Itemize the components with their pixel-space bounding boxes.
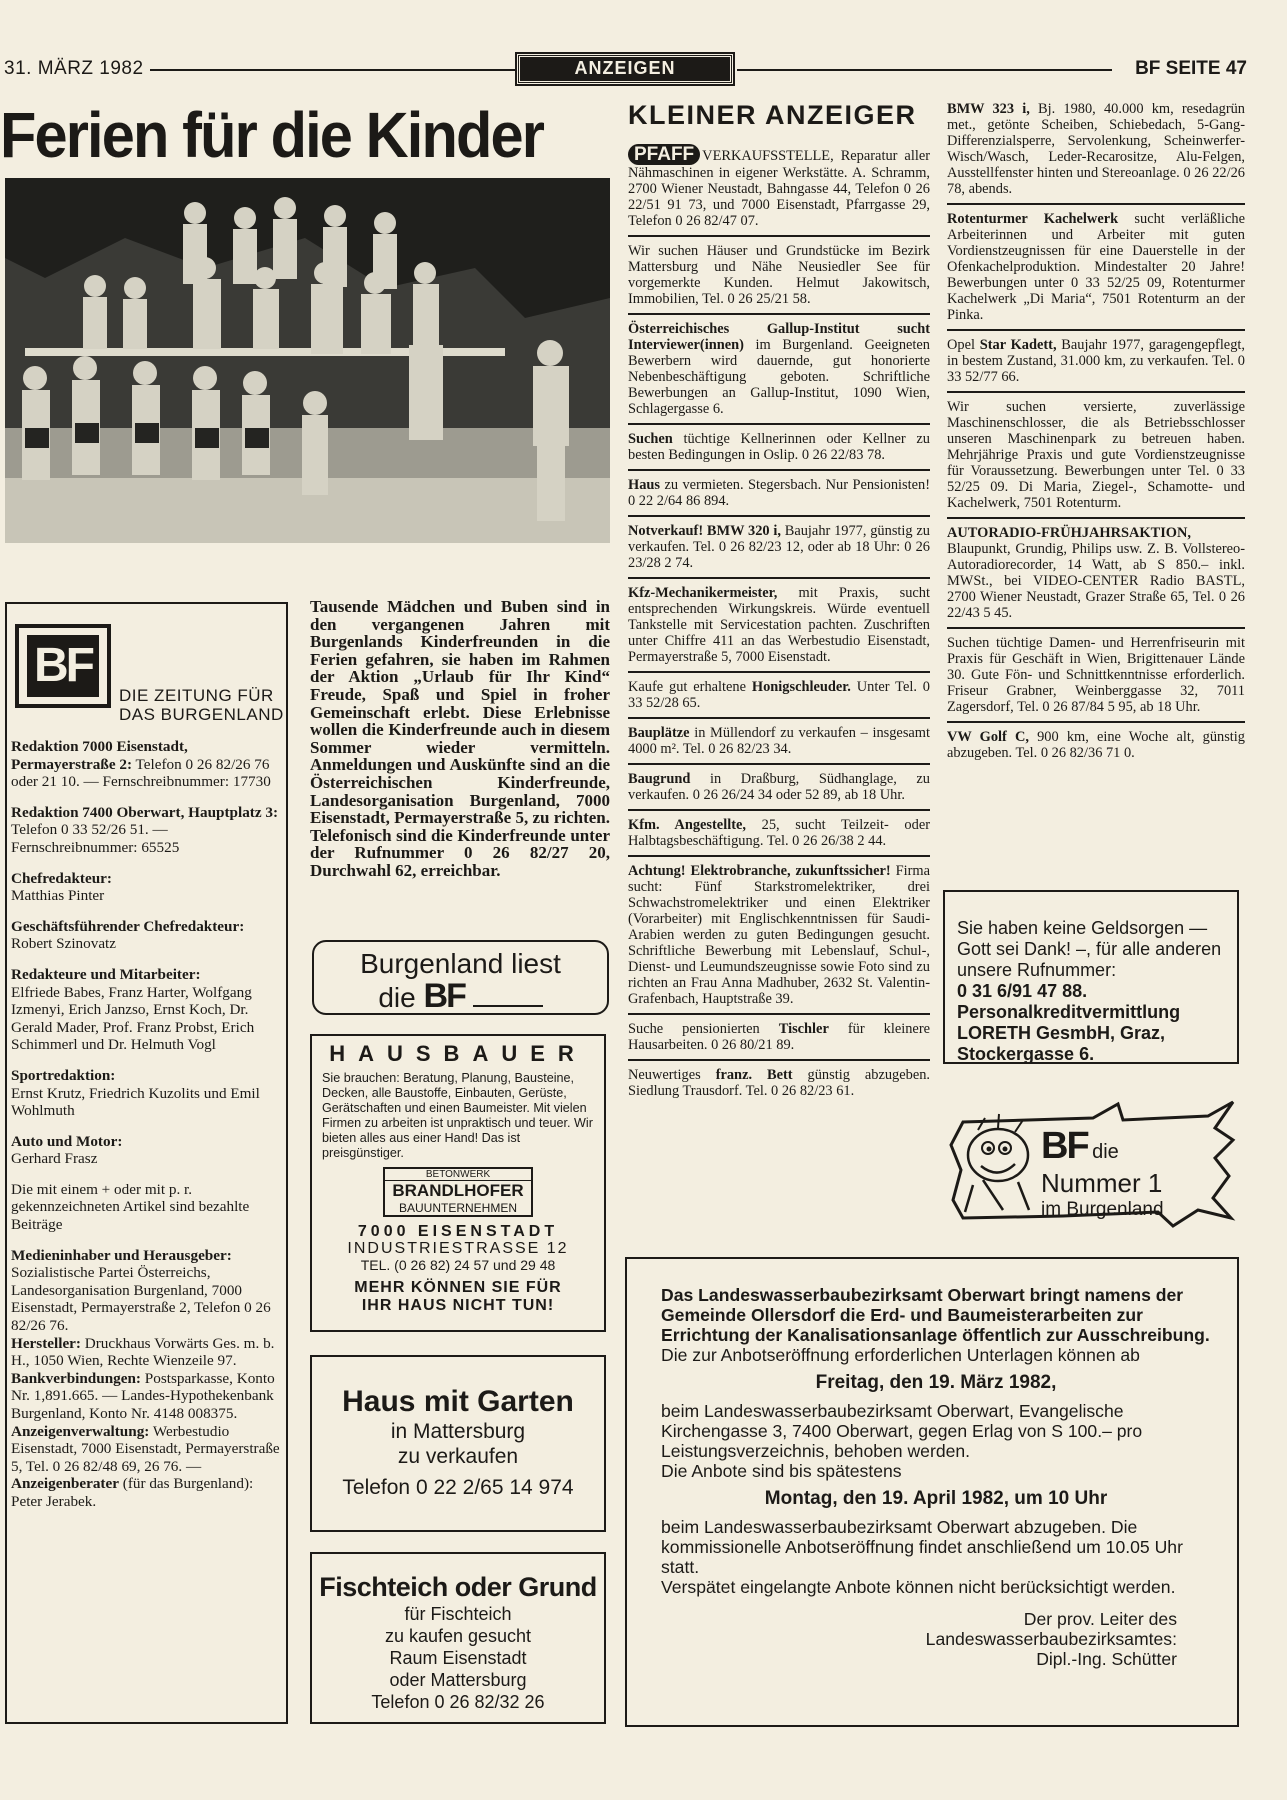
classifieds-title: KLEINER ANZEIGER	[628, 100, 917, 130]
ad-franz-bett: Neuwertiges franz. Bett günstig abzugeben. Siedlung Trausdorf. Tel. 0 26 82/23 61.	[628, 1067, 930, 1099]
amt-signature: Der prov. Leiter des Landeswasserbaubezirksamtes: Dipl.-Ing. Schütter	[925, 1609, 1177, 1669]
header-rule-left	[150, 69, 515, 71]
geschaeftsfuehrer: Geschäftsführender Chefredakteur: Robert Szinovatz	[11, 917, 245, 953]
page-number: BF SEITE 47	[1135, 58, 1247, 79]
promo-burgenland-liest	[312, 940, 609, 1015]
section-label: ANZEIGEN	[517, 54, 733, 84]
fisch-title: Fischteich oder Grund	[319, 1572, 597, 1602]
kredit-contact: 0 31 6/91 47 88. Personalkreditvermittlung LORETH GesmbH, Graz, Stockergasse 6.	[957, 981, 1181, 1064]
garten-phone: Telefon 0 22 2/65 14 974	[342, 1476, 574, 1499]
ad-kachelwerk: Rotenturmer Kachelwerk sucht verläßliche Arbeiterinnen und Arbeiter mit guten Vordienstzeugnissen für eine Dauerstelle in der Ofenkachelproduktion. Mindestalter 20 Jahre! Bewerbungen unter 0 33 52/25 09, Rotenturmer Kachelwerk „Di Maria“, 7501 Rotenturm an der Pinka.	[947, 209, 1245, 331]
hausbauer-address: 7000 EISENSTADT INDUSTRIESTRASSE 12 TEL. (0 26 82) 24 57 und 29 48	[347, 1223, 569, 1273]
promo-bf-logo: BF	[423, 977, 465, 1015]
redaktion-eisenstadt: Redaktion 7000 Eisenstadt, Permayerstraße 2: Telefon 0 26 82/26 76 oder 21 10. — Fernschreibnummer: 17730	[11, 738, 271, 791]
hausbauer-description: Sie brauchen: Beratung, Planung, Bausteine, Decken, alle Baustoffe, Einbauten, Gerüste, Gerätschaften und einen Baumeister. Mit vielen Firmen zu arbeiten ist unpraktisch und teuer. Wir bieten alles aus einer Hand! Das ist preisgünstiger.	[322, 1071, 593, 1160]
burst-bf-logo: BF	[1041, 1125, 1088, 1167]
amt-date-2: Montag, den 19. April 1982, um 10 Uhr	[764, 1488, 1108, 1509]
ad-opel-kadett: Opel Star Kadett, Baujahr 1977, garagengepflegt, in bestem Zustand, 31.000 km, zu verkaufen. Tel. 0 33 52/77 66.	[947, 335, 1245, 393]
masthead-box	[5, 602, 288, 1724]
auto-motor: Auto und Motor: Gerhard Frasz	[11, 1132, 123, 1168]
ad-haus-stegersbach: Haus zu vermieten. Stegersbach. Nur Pensionisten! 0 22 2/64 86 894.	[628, 475, 930, 517]
issue-date: 31. MÄRZ 1982	[4, 58, 144, 79]
tagline-line-2: DAS BURGENLAND	[119, 705, 284, 724]
ad-vw-golf: VW Golf C, 900 km, eine Woche alt, günstig abzugeben. Tel. 0 26 82/36 71 0.	[947, 729, 1245, 761]
masthead-tagline	[119, 686, 284, 724]
ad-kfz-mechaniker: Kfz-Mechanikermeister, mit Praxis, sucht entsprechenden Wirkungskreis. Würde eventuell Tankstelle mit Servicestation pachten. Zuschriften unter Chiffre 411 an das Werbestudio Eisenstadt, Permayerstraße 5, 7000 Eisenstadt.	[628, 583, 930, 673]
ad-elektrobranche: Achtung! Elektrobranche, zukunftssicher! Firma sucht: Fünf Starkstromelektriker, drei Schwachstromelektriker und einen Elektriker (Vorarbeiter) mit Englischkenntnissen für Saudi-Arabien werden zu guten Bedingungen gesucht. Schriftliche Bewerbung mit Lebenslauf, Schul-, Dienst- und Leumundszeugnisse sowie Foto sind zu richten an Frau Anna Madhuber, 2632 St. Valentin-Grafenbach, Hauptstraße 39.	[628, 861, 930, 1015]
ad-personalkredit: Sie haben keine Geldsorgen — Gott sei Dank! –, für alle anderen unsere Rufnummer: 0 31 6/91 47 88. Personalkreditvermittlung LORETH GesmbH, Graz, Stockergasse 6.	[943, 890, 1239, 1064]
fisch-phone: Telefon 0 26 82/32 26	[371, 1692, 545, 1712]
ad-autoradio: AUTORADIO-FRÜHJAHRSAKTION, Blaupunkt, Grundig, Philips usw. Z. B. Vollstereo-Autoradiorecorder, 14 Watt, ab S 850.– inkl. MWSt., bei VIDEO-CENTER Radio BASTL, 2700 Wiener Neustadt, Grazer Straße 65, Tel. 0 26 22/43 5 45.	[947, 523, 1245, 629]
promo-line-2: die BF	[314, 980, 607, 1014]
tagline-line-1: DIE ZEITUNG FÜR	[119, 686, 274, 705]
ad-immobilien: Wir suchen Häuser und Grundstücke im Bezirk Mattersburg und Nähe Neusiedler See für vorgemerkte Kunden. Helmut Jakowitsch, Immobilien, Tel. 0 26 25/21 58.	[628, 241, 930, 315]
header-rule-right	[737, 69, 1112, 71]
ad-bmw-323: BMW 323 i, Bj. 1980, 40.000 km, resedagrün met., getönte Scheiben, Schiebedach, 5-Gang-Differenzialsperre, Servolenkung, Scheinwerfer-Wisch/Wasch, Leder-Recarositze, Alu-Felgen, Ausstellfenster hinten und Stereoanlage. 0 26 22/26 78, abends.	[947, 99, 1245, 205]
ad-haus-mit-garten: Haus mit Garten in Mattersburg zu verkaufen Telefon 0 22 2/65 14 974	[310, 1355, 606, 1532]
amt-date-1: Freitag, den 19. März 1982,	[815, 1372, 1057, 1393]
children-photo-illustration	[5, 178, 610, 543]
classifieds-column-1	[628, 142, 930, 1109]
mitarbeiter: Redakteure und Mitarbeiter: Elfriede Babes, Franz Harter, Wolfgang Izmenyi, Erich Janzso, Ernst Koch, Dr. Gerald Mader, Prof. Franz Probst, Erich Schimmerl und Dr. Helmuth Vogl	[11, 965, 255, 1054]
garten-title: Haus mit Garten	[342, 1385, 574, 1418]
paid-note: Die mit einem + oder mit p. r. gekennzeichneten Artikel sind bezahlte Beiträge	[11, 1180, 250, 1234]
ad-bauplaetze: Bauplätze in Müllendorf zu verkaufen – insgesamt 4000 m². Tel. 0 26 82/23 34.	[628, 723, 930, 765]
amt-intro: Das Landeswasserbaubezirksamt Oberwart bringt namens der Gemeinde Ollersdorf die Erd- und Baumeisterarbeiten zur Errichtung der Kanalisationsanlage öffentlich zur Ausschreibung.	[661, 1285, 1210, 1345]
ad-kellner: Suchen tüchtige Kellnerinnen oder Kellner zu besten Bedingungen in Oslip. 0 26 22/83 78.	[628, 429, 930, 471]
ad-baugrund: Baugrund in Draßburg, Südhanglage, zu verkaufen. 0 26 26/24 34 oder 52 89, ab 18 Uhr.	[628, 769, 930, 811]
ad-fischteich: Fischteich oder Grund für Fischteich zu kaufen gesucht Raum Eisenstadt oder Mattersburg Telefon 0 26 82/32 26	[310, 1552, 606, 1724]
classifieds-column-2	[947, 99, 1245, 771]
ad-friseurin: Suchen tüchtige Damen- und Herrenfriseurin mit Praxis für Geschäft in Wien, Brigittenauer Lände 30. Gute Fön- und Schnittkenntnisse erforderlich. Friseur Grabner, Weinberggasse 32, 7011 Zagersdorf, Tel. 0 26 87/84 5 95, ab 18 Uhr.	[947, 633, 1245, 723]
redaktion-oberwart: Redaktion 7400 Oberwart, Hauptplatz 3: Telefon 0 33 52/26 51. — Fernschreibnummer: 65525	[11, 803, 279, 856]
story-text: Tausende Mädchen und Buben sind in den vergangenen Jahren mit Burgenlands Kinderfreunden in die Ferien gefahren, sie haben im Rahmen der Aktion „Urlaub für Ihr Kind“ Freude, Spaß und Spiel in froher Gemeinschaft erlebt. Diese Erlebnisse wollen die Kinderfreunde auch in diesem Sommer wieder vermitteln. Anmeldungen und Auskünfte sind an die Österreichischen Kinderfreunde, Landesorganisation Burgenland, 7000 Eisenstadt, Permayerstraße 5, zu richten. Telefonisch sind die Kinderfreunde unter der Rufnummer 0 26 82/27 20, Durchwahl 62, erreichbar.	[310, 597, 610, 880]
pfaff-logo: PFAFF	[628, 144, 700, 165]
hausbauer-slogan: MEHR KÖNNEN SIE FÜR IHR HAUS NICHT TUN!	[354, 1279, 562, 1314]
ad-hausbauer	[310, 1034, 606, 1332]
promo-line-1: Burgenland liest	[360, 948, 561, 979]
bf-logo	[15, 624, 111, 708]
ad-bmw-320: Notverkauf! BMW 320 i, Baujahr 1977, günstig zu verkaufen. Tel. 0 26 82/23 12, oder ab 18 Uhr: 0 26 23/28 2 74.	[628, 521, 930, 579]
impressum: Medieninhaber und Herausgeber: Sozialistische Partei Österreichs, Landesorganisation Burgenland, 7000 Eisenstadt, Permayerstraße 2, Telefon 0 26 82/26 76. Hersteller: Druckhaus Vorwärts Ges. m. b. H., 1050 Wien, Rechte Wienzeile 97. Bankverbindungen: Postsparkasse, Konto Nr. 1,891.665. — Landes-Hypothekenbank Burgenland, Konto Nr. 4148 008375. Anzeigenverwaltung: Werbestudio Eisenstadt, 7000 Eisenstadt, Permayerstraße 5, Tel. 0 26 82/48 69, 26 76. — Anzeigenberater (für das Burgenland): Peter Jerabek.	[11, 1246, 280, 1510]
children-photo	[5, 178, 610, 543]
bf-logo-text: BF	[27, 635, 99, 697]
ad-tischler: Suche pensionierten Tischler für kleinere Hausarbeiten. 0 26 80/21 89.	[628, 1019, 930, 1061]
brandlhofer-logo: BETONWERK BRANDLHOFER BAUUNTERNEHMEN	[383, 1167, 533, 1217]
sportredaktion: Sportredaktion: Ernst Krutz, Friedrich Kuzolits und Emil Wohlmuth	[11, 1066, 260, 1120]
burst-text: BF die Nummer 1 im Burgenland	[1041, 1125, 1164, 1220]
chefredakteur: Chefredakteur: Matthias Pinter	[11, 869, 112, 905]
ad-honigschleuder: Kaufe gut erhaltene Honigschleuder. Unter Tel. 0 33 52/28 65.	[628, 677, 930, 719]
ad-gallup: Österreichisches Gallup-Institut sucht Interviewer(innen) im Burgenland. Geeigneten Bewerbern wird dauernde, gut honorierte Nebenbeschäftigung geboten. Schriftliche Bewerbungen an Gallup-Institut, 1090 Wien, Schlagergasse 6.	[628, 319, 930, 425]
ad-ausschreibung: Das Landeswasserbaubezirksamt Oberwart bringt namens der Gemeinde Ollersdorf die Erd- und Baumeisterarbeiten zur Errichtung der Kanalisationsanlage öffentlich zur Ausschreibung. Die zur Anbotseröffnung erforderlichen Unterlagen können ab Freitag, den 19. März 1982, beim Landeswasserbaubezirksamt Oberwart, Evangelische Kirchengasse 3, 7400 Oberwart, gegen Erlag von S 100.– pro Leistungsverzeichnis, behoben werden. Die Anbote sind bis spätestens Montag, den 19. April 1982, um 10 Uhr beim Landeswasserbaubezirksamt Oberwart abzugeben. Die kommissionelle Anbotseröffnung findet anschließend um 10.05 Uhr statt. Verspätet eingelangte Anbote können nicht berücksichtigt werden. Der prov. Leiter des Landeswasserbaubezirksamtes: Dipl.-Ing. Schütter	[625, 1257, 1239, 1727]
headline: Ferien für die Kinder	[0, 99, 544, 171]
hausbauer-title: HAUSBAUER	[329, 1041, 587, 1066]
ad-maschinenschlosser: Wir suchen versierte, zuverlässige Maschinenschlosser, die als Betriebsschlosser unseren Maschinenpark zu betreuen haben. Mehrjährige Praxis und gute Vordienstzeugnisse für Voraussetzung. Bewerbungen unter Tel. 0 33 52/25 09. Di Maria, Ziegel-, Schamotte- und Kachelwerk, 7501 Rotenturm.	[947, 397, 1245, 519]
ad-pfaff: PFAFF VERKAUFSSTELLE, Reparatur aller Nähmaschinen in eigener Werkstätte. A. Schramm, 2700 Wiener Neustadt, Bahngasse 44, Telefon 0 26 22/51 91 73, und 7000 Eisenstadt, Pfarrgasse 29, Telefon 0 26 82/47 07.	[628, 142, 930, 237]
ad-kfm-angestellte: Kfm. Angestellte, 25, sucht Teilzeit- oder Halbtagsbeschäftigung. Tel. 0 26 26/38 2 44.	[628, 815, 930, 857]
